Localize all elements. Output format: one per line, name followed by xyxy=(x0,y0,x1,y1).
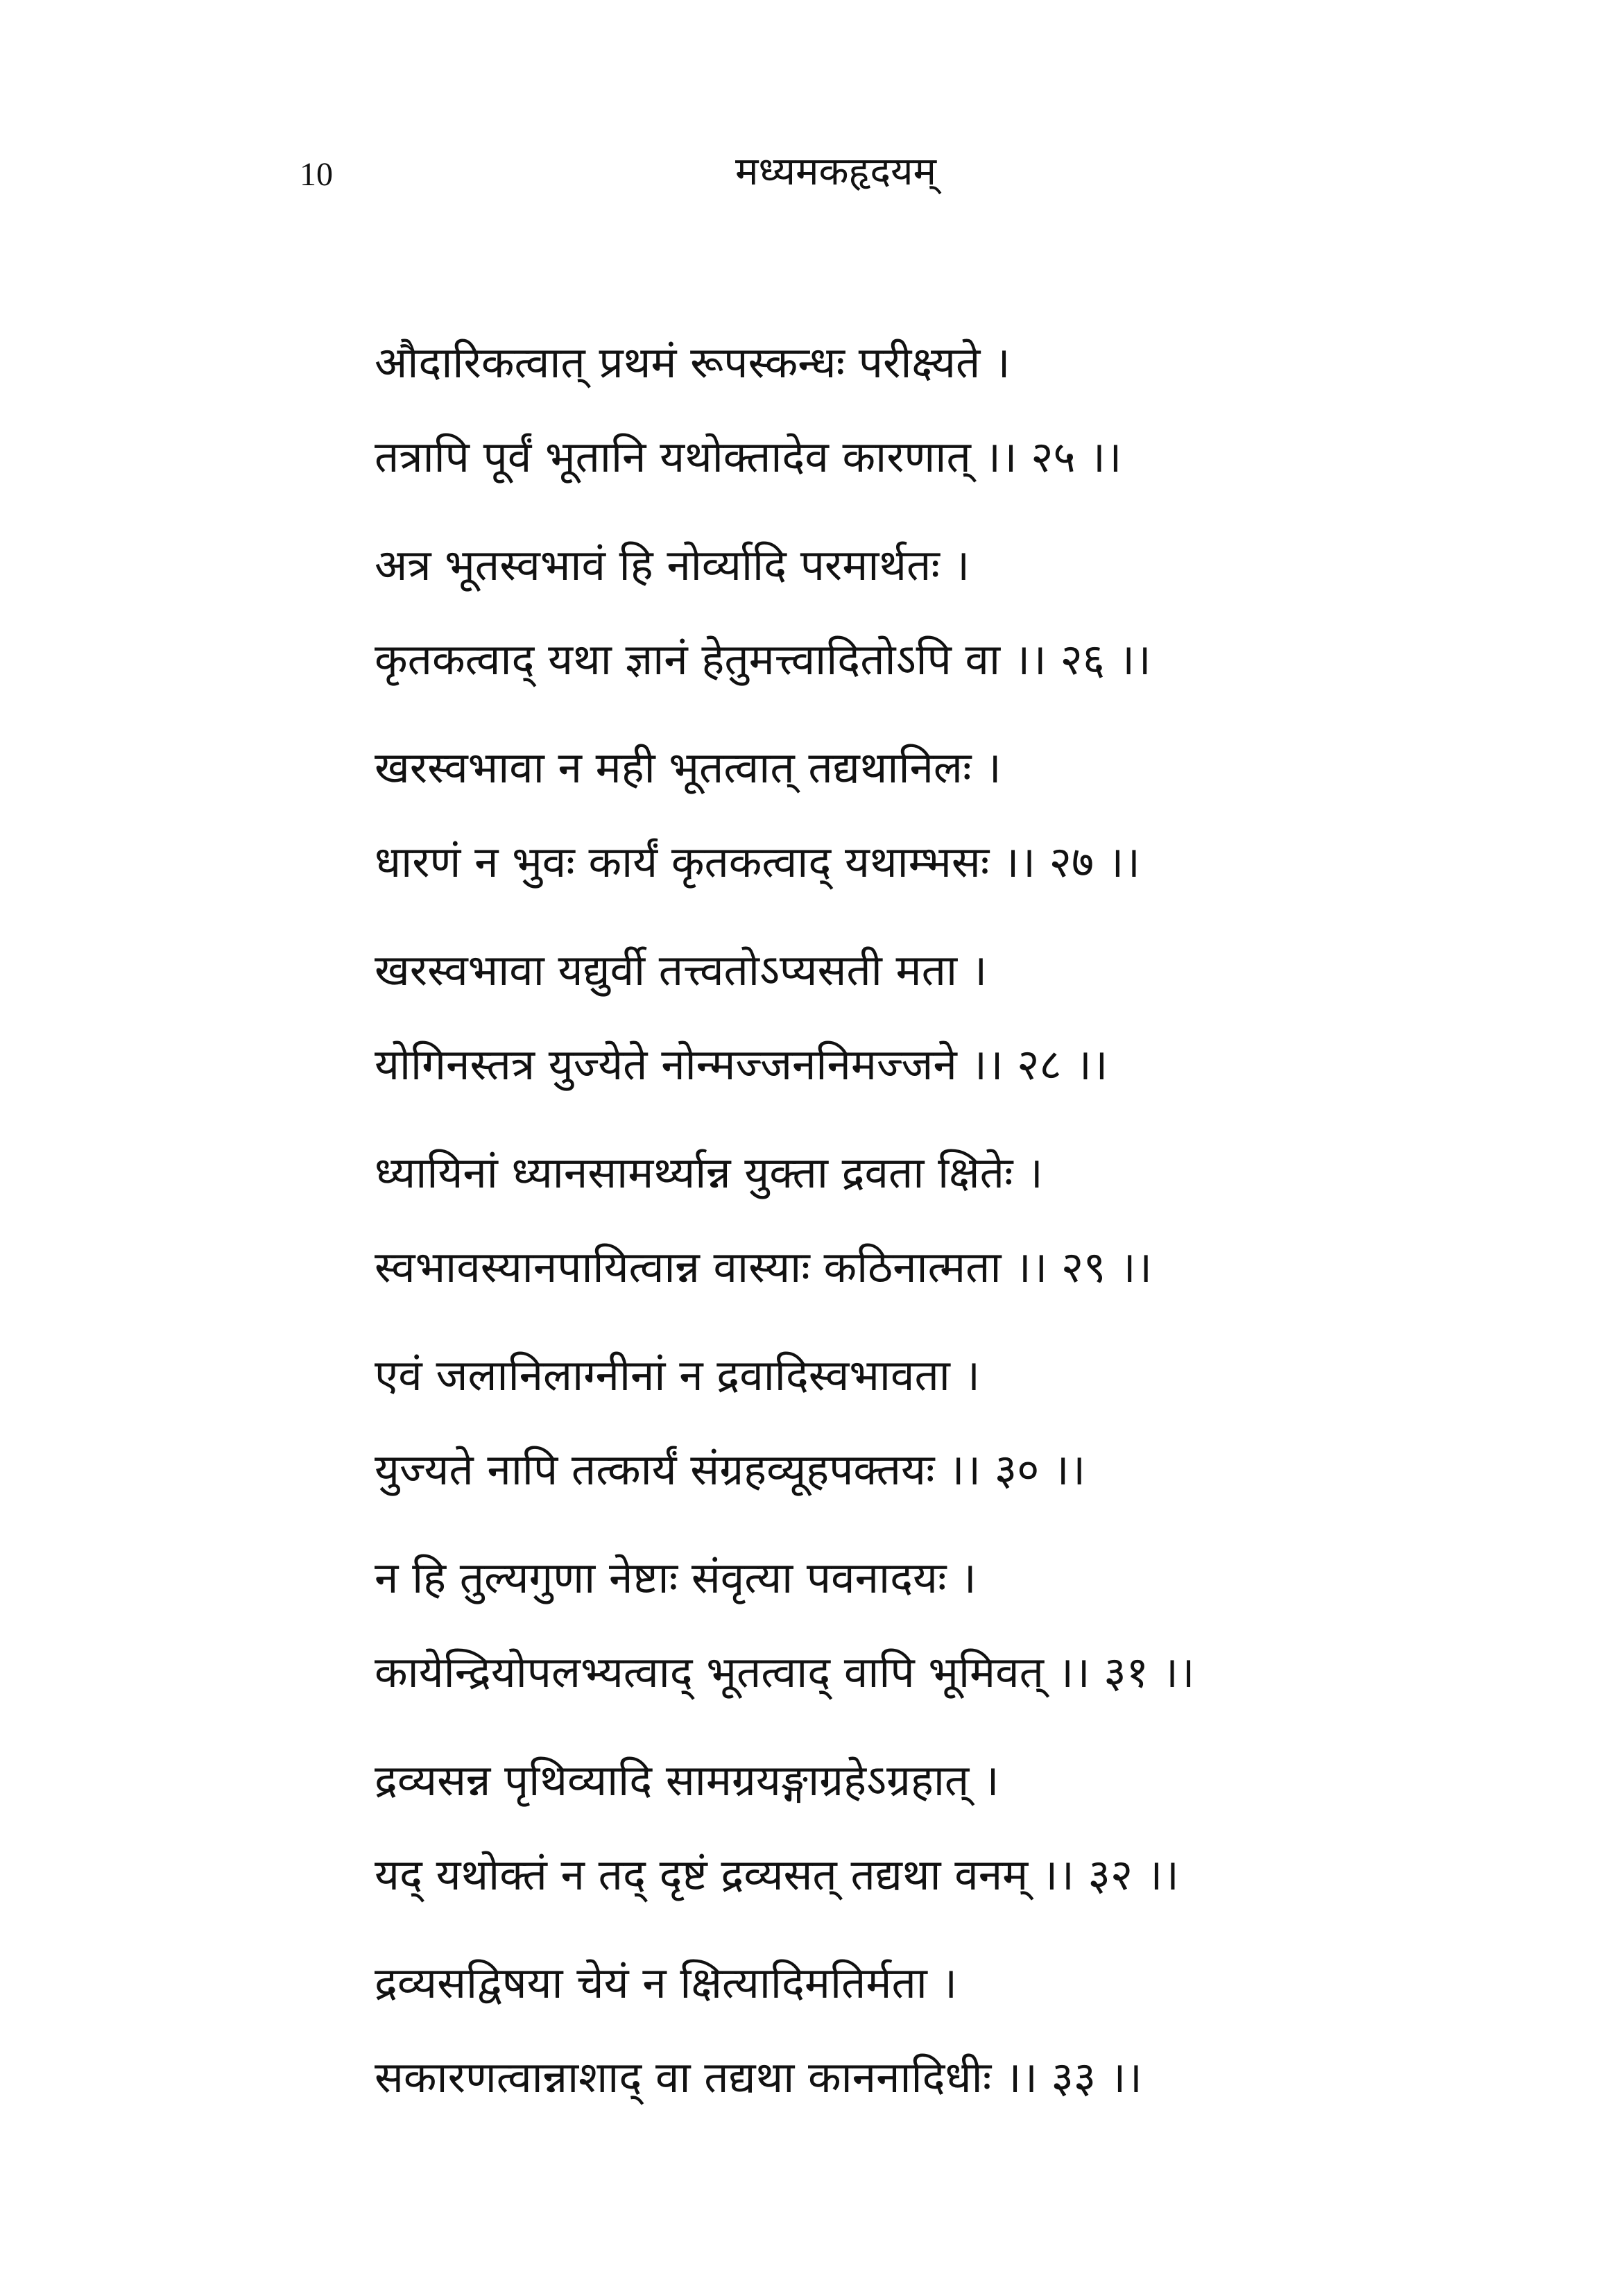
verse-line: द्रव्यसद्विषया चेयं न क्षित्यादिमतिर्मता । xyxy=(375,1957,958,2008)
verse-line: एवं जलानिलाग्नीनां न द्रवादिस्वभावता । xyxy=(375,1350,981,1400)
verse-32 xyxy=(375,1733,1512,1922)
verse-line: औदारिकत्वात् प्रथमं रूपस्कन्धः परीक्ष्यते । xyxy=(375,337,1011,388)
verse-line: यद् यथोक्तं न तद् दृष्टं द्रव्यसत् तद्यथा वनम् ।। ३२ ।। xyxy=(375,1849,1179,1900)
verse-line: ध्यायिनां ध्यानसामर्थ्यान्न युक्ता द्रवता क्षितेः । xyxy=(375,1147,1043,1198)
verse-line: द्रव्यसन्न पृथिव्यादि सामग्रयङ्गाग्रहेऽग्रहात् । xyxy=(375,1755,999,1806)
verse-line: योगिनस्तत्र युज्येते नोन्मज्जननिमज्जने ।। २८ ।। xyxy=(375,1039,1108,1090)
page-number: 10 xyxy=(300,156,333,193)
verse-line: कायेन्द्रियोपलभ्यत्वाद् भूतत्वाद् वापि भूमिवत् ।। ३१ ।। xyxy=(375,1647,1195,1697)
verse-30 xyxy=(375,1328,1512,1517)
verse-line: न हि तुल्यगुणा नेष्टाः संवृत्या पवनादयः । xyxy=(375,1552,977,1603)
verse-line: तत्रापि पूर्वं भूतानि यथोक्तादेव कारणात् ।। २५ ।। xyxy=(375,431,1122,482)
verse-line: अत्र भूतस्वभावं हि नोर्व्यादि परमार्थतः । xyxy=(375,540,970,590)
verse-line: स्वभावस्यानपायित्वान्न वास्याः कठिनात्मता ।। २९ ।। xyxy=(375,1242,1153,1292)
verse-line: खरस्वभावा न मही भूतत्वात् तद्यथानिलः । xyxy=(375,742,1002,793)
verse-line: सकारणत्वान्नाशाद् वा तद्यथा काननादिधीः ।। ३३ ।। xyxy=(375,2052,1142,2102)
verse-28 xyxy=(375,923,1512,1112)
verse-26 xyxy=(375,518,1512,707)
running-title: मध्यमकहृदयम् xyxy=(735,149,937,194)
verse-line: कृतकत्वाद् यथा ज्ञानं हेतुमत्त्वादितोऽपि वा ।। २६ ।। xyxy=(375,634,1151,685)
verse-list xyxy=(375,316,1512,2125)
verse-25 xyxy=(375,316,1512,504)
verse-line: युज्यते नापि तत्कार्यं संग्रहव्यूहपक्तयः ।। ३० ।। xyxy=(375,1444,1086,1495)
verse-31 xyxy=(375,1531,1512,1720)
verse-27 xyxy=(375,721,1512,909)
verse-29 xyxy=(375,1126,1512,1314)
verse-line: धारणं न भुवः कार्यं कृतकत्वाद् यथाम्भसः ।। २७ ।। xyxy=(375,837,1140,887)
verse-33 xyxy=(375,1936,1512,2125)
verse-line: खरस्वभावा यद्युर्वी तत्त्वतोऽप्यसती मता । xyxy=(375,945,988,995)
